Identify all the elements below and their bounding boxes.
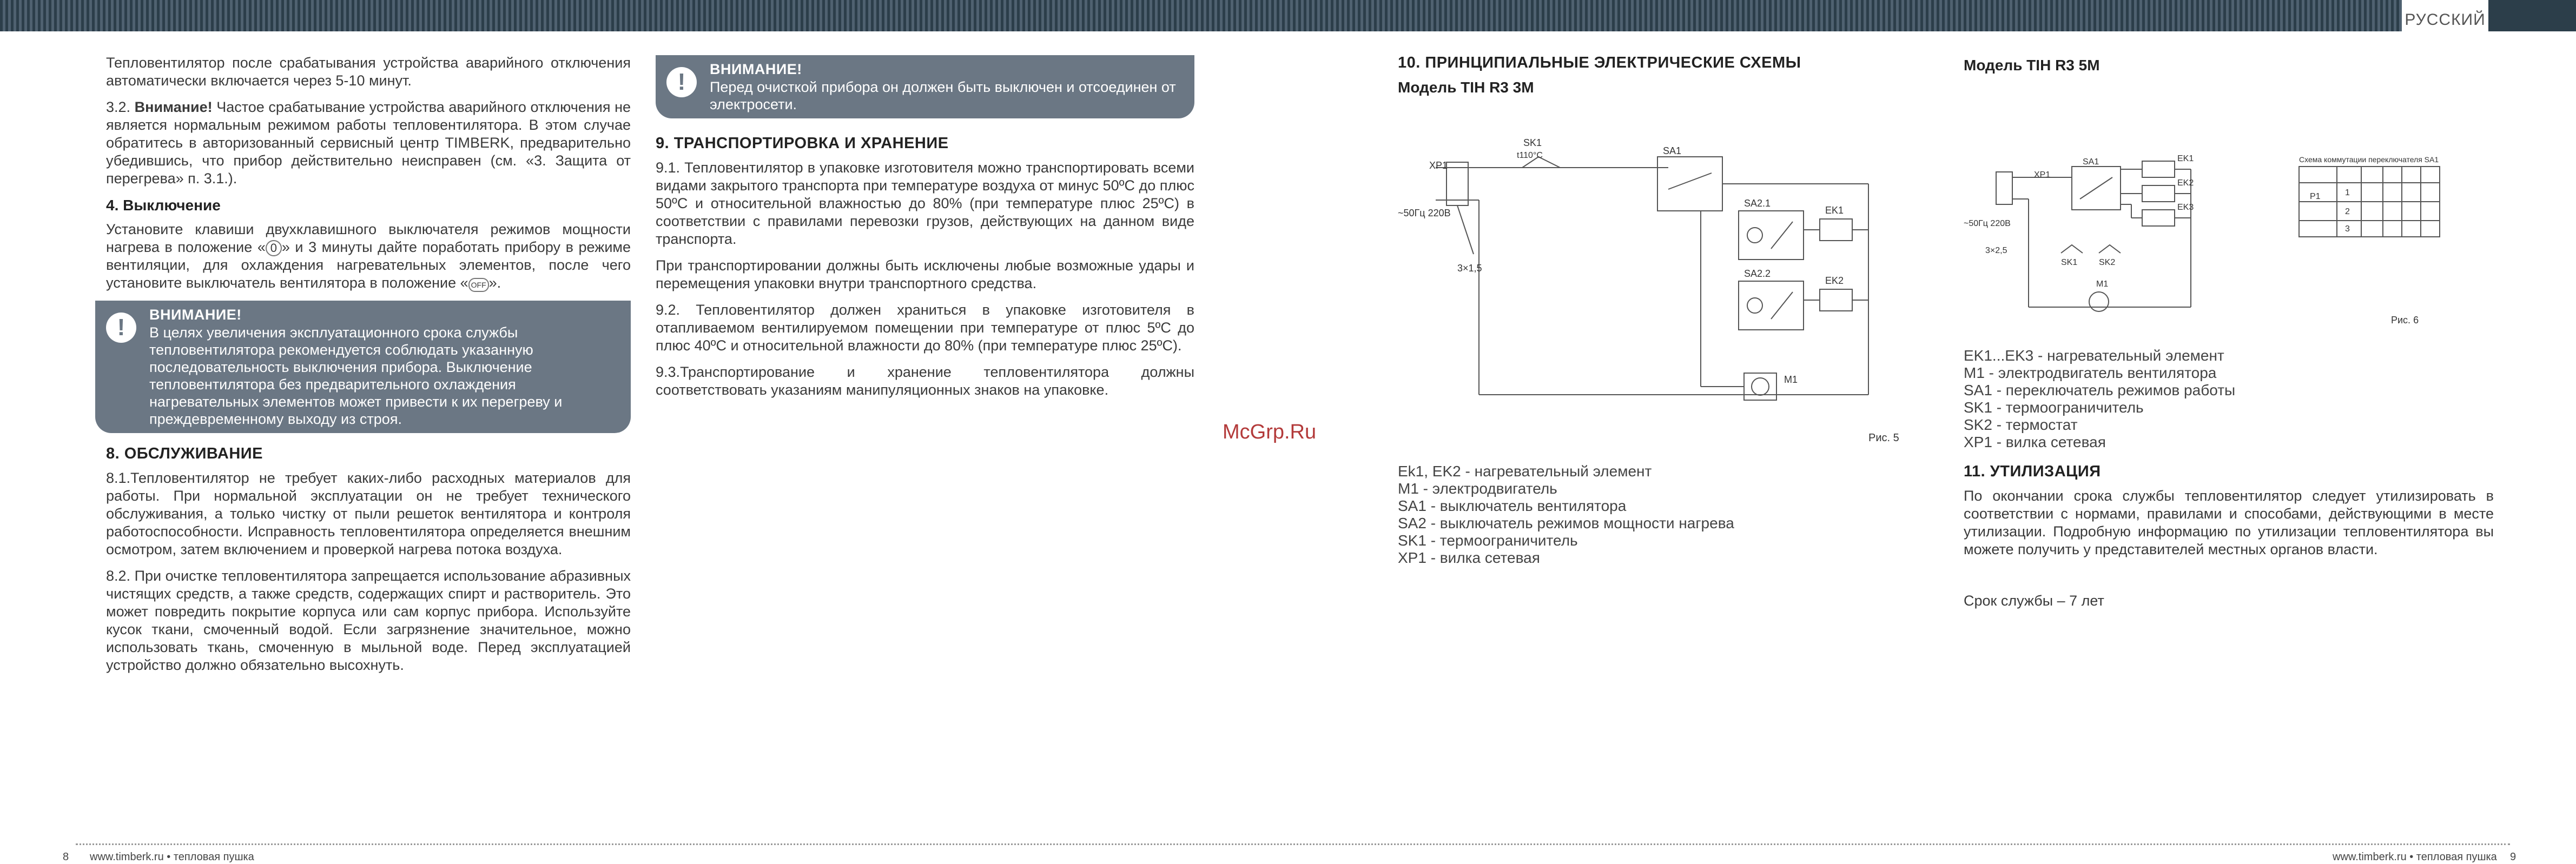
footer-site-left[interactable]: www.timberk.ru • тепловая пушка — [90, 851, 254, 863]
legend-item: M1 - электродвигатель — [1398, 480, 1557, 497]
model-5m-label: Модель TIH R3 5M — [1964, 57, 2100, 74]
top-stripe-bar — [0, 0, 2576, 31]
warning-body: Перед очисткой прибора он должен быть выключен и отсоединен от электросети. — [710, 79, 1176, 112]
figure-5-caption: Рис. 5 — [1868, 432, 1899, 444]
paragraph-9-3: 9.3.Транспортирование и хранение тепловентилятора должны соответствовать указаниям манипуляционных знаков на упаковке. — [656, 364, 1194, 398]
legend-item: SK1 - термоограничитель — [1398, 532, 1578, 549]
table-row-3: 3 — [2345, 224, 2350, 234]
label-power: ~50Гц 220В — [1964, 219, 2011, 228]
legend-3m — [1398, 463, 1906, 567]
heading-4-shutdown: 4. Выключение — [106, 197, 221, 214]
paragraph-9-1b: При транспортировании должны быть исключены любые возможные удары и перемещения упаковки внутри транспортного средства. — [656, 257, 1194, 291]
legend-item: SA1 - выключатель вентилятора — [1398, 497, 1627, 514]
heading-10-schemes: 10. ПРИНЦИПИАЛЬНЫЕ ЭЛЕКТРИЧЕСКИЕ СХЕМЫ — [1398, 54, 1801, 71]
label-sk1: SK1 — [2061, 258, 2078, 267]
label-ek1: EK1 — [1825, 205, 1844, 216]
service-life: Срок службы – 7 лет — [1964, 593, 2104, 609]
exclamation-icon: ! — [106, 313, 136, 343]
paragraph-8-2: 8.2. При очистке тепловентилятора запрещается использование абразивных чистящих средств, а также средств, содержащих спирт и растворитель. Это может повредить покрытие корпуса или сам корпус прибора. Используйте кусок ткани, смоченный водой. Если загрязнение значительное, можно использовать ткань, смоченную в мыльной воде. Перед эксплуатацией устройство должно обязательно высохнуть. — [106, 568, 631, 673]
column-2 — [656, 54, 1194, 408]
warning-box-cleaning — [656, 55, 1194, 118]
label-power: ~50Гц 220В — [1398, 208, 1451, 218]
label-p1: P1 — [2310, 192, 2321, 201]
label-m1: M1 — [2096, 280, 2109, 289]
schematic-3m — [1398, 124, 1906, 454]
language-tab[interactable]: РУССКИЙ — [2402, 0, 2488, 37]
table-row-2: 2 — [2345, 207, 2350, 216]
legend-item: Ek1, EK2 - нагревательный элемент — [1398, 463, 1652, 480]
label-ek2: EK2 — [1825, 275, 1844, 286]
top-bar-end — [2488, 0, 2576, 31]
legend-item: SA1 - переключатель режимов работы — [1964, 382, 2236, 398]
column-4-heading — [1964, 56, 2494, 81]
legend-item: SK1 - термоограничитель — [1964, 399, 2144, 416]
label-sa2-2: SA2.2 — [1744, 268, 1771, 279]
zero-symbol: 0 — [266, 240, 282, 256]
exclamation-icon: ! — [666, 67, 697, 97]
warning-body: В целях увеличения эксплуатационного срока службы тепловентилятора рекомендуется соблюдать указанную последовательность выключения прибора. Выключение тепловентилятора без предварительного охлаждения нагревательных элементов может привести к их перегреву и преждевременному выходу из строя. — [149, 324, 563, 427]
heading-11-disposal: 11. УТИЛИЗАЦИЯ — [1964, 463, 2101, 480]
label-xp1: XP1 — [1429, 160, 1448, 171]
paragraph-9-2: 9.2. Тепловентилятор должен храниться в упаковке изготовителя в отапливаемом вентилируемом помещении при температуре от плюс 5ºС до плюс 40ºС и относительной влажности до 80% (при температуре плюс 25ºС). — [656, 302, 1194, 354]
legend-item: SK2 - термостат — [1964, 416, 2078, 433]
warning-title: ВНИМАНИЕ! — [710, 61, 802, 77]
watermark-text: McGrp.Ru — [1223, 421, 1317, 443]
legend-item: M1 - электродвигатель вентилятора — [1964, 364, 2217, 381]
footer-divider — [76, 843, 2510, 845]
label-sa1: SA1 — [1663, 145, 1682, 156]
column-4 — [1964, 347, 2494, 619]
label-wire: 3×2,5 — [1985, 246, 2007, 255]
column-3 — [1398, 54, 1906, 103]
label-ek2: EK2 — [2177, 178, 2194, 188]
page-number-right: 9 — [2510, 851, 2516, 863]
switch-table-title: Схема коммутации переключателя SA1 — [2299, 155, 2439, 164]
off-symbol: OFF — [468, 278, 489, 292]
warning-title: ВНИМАНИЕ! — [149, 307, 242, 323]
legend-item: EK1...EK3 - нагревательный элемент — [1964, 347, 2224, 364]
label-wire: 3×1,5 — [1457, 263, 1482, 274]
paragraph-3-2: 3.2. Внимание! Частое срабатывание устройства аварийного отключения не является нормальным режимом работы тепловентилятора. В этом случае обратитесь в авторизованный сервисный центр TIMBERK, предварительно убедившись, что прибор действительно неисправен (см. «3. Защита от перегрева» п. 3.1.). — [106, 99, 631, 187]
legend-item: XP1 - вилка сетевая — [1398, 549, 1540, 566]
label-sk1-temp: t110°C — [1517, 151, 1543, 160]
label-sa2-1: SA2.1 — [1744, 198, 1771, 209]
legend-item: XP1 - вилка сетевая — [1964, 434, 2106, 450]
figure-6-caption: Рис. 6 — [2391, 315, 2419, 325]
paragraph-9-1: 9.1. Тепловентилятор в упаковке изготовителя можно транспортировать всеми видами закрытого транспорта при температуре воздуха от минус 50ºС до плюс 50ºС и относительной влажностью до 80% (при температуре плюс 25ºС) в соответствии с правилами перевозки грузов, действующих на данном виде транспорта. — [656, 159, 1194, 247]
paragraph-8-1: 8.1.Тепловентилятор не требует каких-либо расходных материалов для работы. При нормальной эксплуатации он не требует технического обслуживания, а только чистку от пыли решеток вентилятора и контроля работоспособности. Исправность тепловентилятора определяется внешним осмотром, затем включением и проверкой нагрева потока воздуха. — [106, 470, 631, 557]
column-1 — [106, 54, 631, 683]
paragraph-restart: Тепловентилятор после срабатывания устройства аварийного отключения автоматически включается через 5-10 минут. — [106, 55, 631, 89]
label-sk2: SK2 — [2099, 258, 2116, 267]
label-xp1: XP1 — [2034, 170, 2051, 180]
paragraph-4: Установите клавиши двухклавишного выключателя режимов мощности нагрева в положение « 0 » и 3 минуты дайте поработать прибору в режиме вентиляции, для охлаждения нагревательных элементов, после чего установите выключатель вентилятора в положение « OFF ». — [106, 221, 631, 291]
label-ek1: EK1 — [2177, 154, 2194, 163]
heading-8-maintenance: 8. ОБСЛУЖИВАНИЕ — [106, 445, 263, 462]
label-m1: M1 — [1784, 374, 1798, 385]
label-ek3: EK3 — [2177, 203, 2194, 212]
footer-site-right[interactable]: www.timberk.ru • тепловая пушка — [2333, 851, 2497, 863]
model-3m-label: Модель TIH R3 3M — [1398, 79, 1534, 96]
table-row-1: 1 — [2345, 188, 2350, 197]
label-sk1: SK1 — [1523, 137, 1542, 148]
paragraph-11: По окончании срока службы тепловентилятор следует утилизировать в соответствии с нормами, правилами и способами, действующими в месте утилизации. Подробную информацию по утилизации тепловентилятора вы можете получить у представителей местных органов власти. — [1964, 488, 2494, 557]
heading-9-transport: 9. ТРАНСПОРТИРОВКА И ХРАНЕНИЕ — [656, 135, 949, 152]
legend-item: SA2 - выключатель режимов мощности нагрева — [1398, 515, 1734, 531]
warning-box-shutdown — [95, 301, 631, 433]
schematic-5m — [1964, 145, 2494, 334]
attention-bold: Внимание! — [134, 99, 213, 115]
label-sa1: SA1 — [2083, 157, 2099, 167]
page-number-left: 8 — [63, 851, 69, 863]
